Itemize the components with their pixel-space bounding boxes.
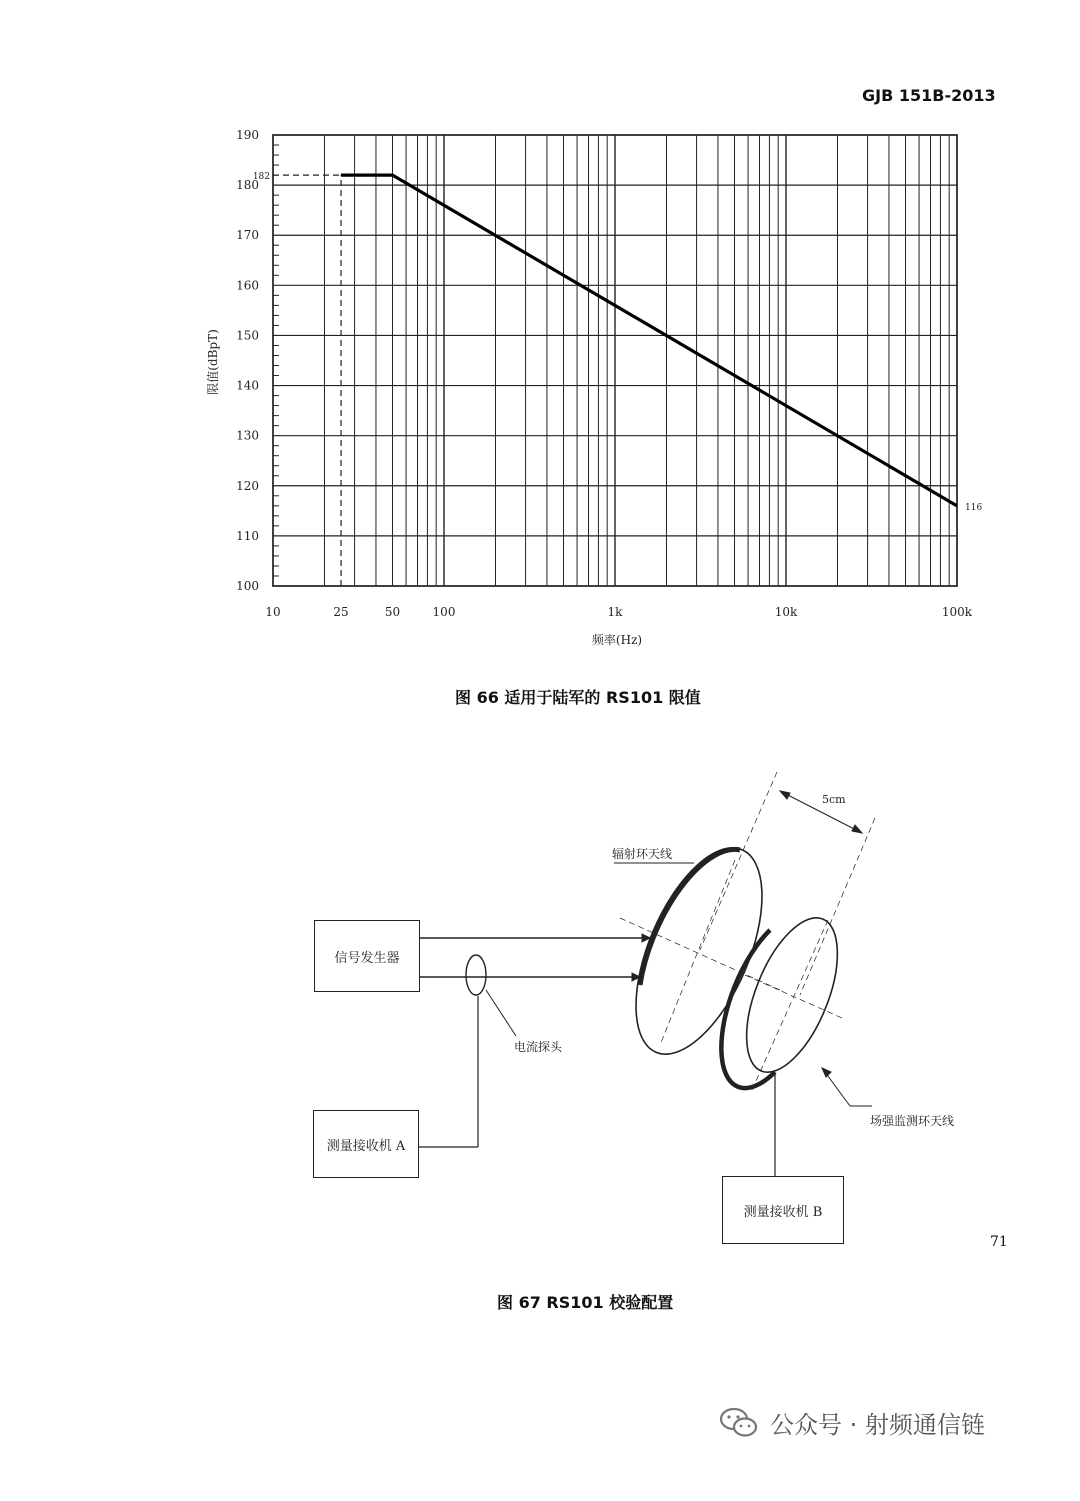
current-probe-label: 电流探头 [514,1040,563,1054]
data-annotation: 116 [965,502,983,513]
y-tick-label: 100 [236,579,259,593]
data-annotation: 182 [252,172,270,183]
radiating-loop-label: 辐射环天线 [612,847,673,861]
y-axis-title: 限值(dBpT) [206,329,220,395]
standard-code: GJB 151B-2013 [862,86,996,105]
current-probe-icon [466,955,486,995]
monitor-loop-label: 场强监测环天线 [870,1114,955,1128]
x-tick-label: 100 [432,605,456,619]
x-axis-title: 频率(Hz) [591,633,643,647]
receiver-b-label: 测量接收机 B [743,1204,823,1220]
y-tick-label: 140 [236,378,259,393]
signal-generator-label: 信号发生器 [334,950,400,966]
x-tick-label: 1k [607,605,623,619]
x-tick-label: 100k [941,605,973,619]
radiating-loop-thick-arc [640,849,740,985]
limit-series-line [341,175,957,506]
x-tick-label: 10k [774,605,798,619]
receiver-a-label: 测量接收机 A [326,1138,406,1154]
receiver-b-box [722,1176,844,1244]
monitor-loop-icon [728,905,856,1084]
watermark-text: 公众号 · 射频通信链 [770,1411,985,1439]
chart-grid [273,135,957,586]
calibration-diagram [419,772,875,1176]
y-tick-label: 180 [236,178,259,193]
monitor-loop-thick-arc [721,930,775,1088]
signal-generator-box [314,920,420,992]
distance-label: 5cm [822,793,846,806]
figure-66-caption: 图 66 适用于陆军的 RS101 限值 [455,688,701,707]
y-tick-label: 170 [236,228,259,243]
page-number: 71 [990,1234,1008,1250]
x-tick-label: 50 [384,605,401,619]
y-tick-label: 150 [236,328,259,343]
watermark [720,1405,985,1440]
x-tick-label: 10 [265,605,281,619]
figure-67-caption: 图 67 RS101 校验配置 [497,1293,674,1312]
wechat-icon [720,1407,758,1439]
y-tick-label: 160 [236,278,259,293]
y-tick-label: 120 [236,478,259,493]
distance-dimension-line [780,791,862,833]
receiver-a-box [313,1110,419,1178]
x-tick-label: 25 [333,605,349,619]
y-tick-label: 190 [236,128,259,142]
series-layer [341,175,957,506]
reference-lines [273,175,341,586]
tick-labels [236,128,982,619]
y-tick-label: 130 [236,428,259,443]
y-tick-label: 110 [236,528,259,543]
